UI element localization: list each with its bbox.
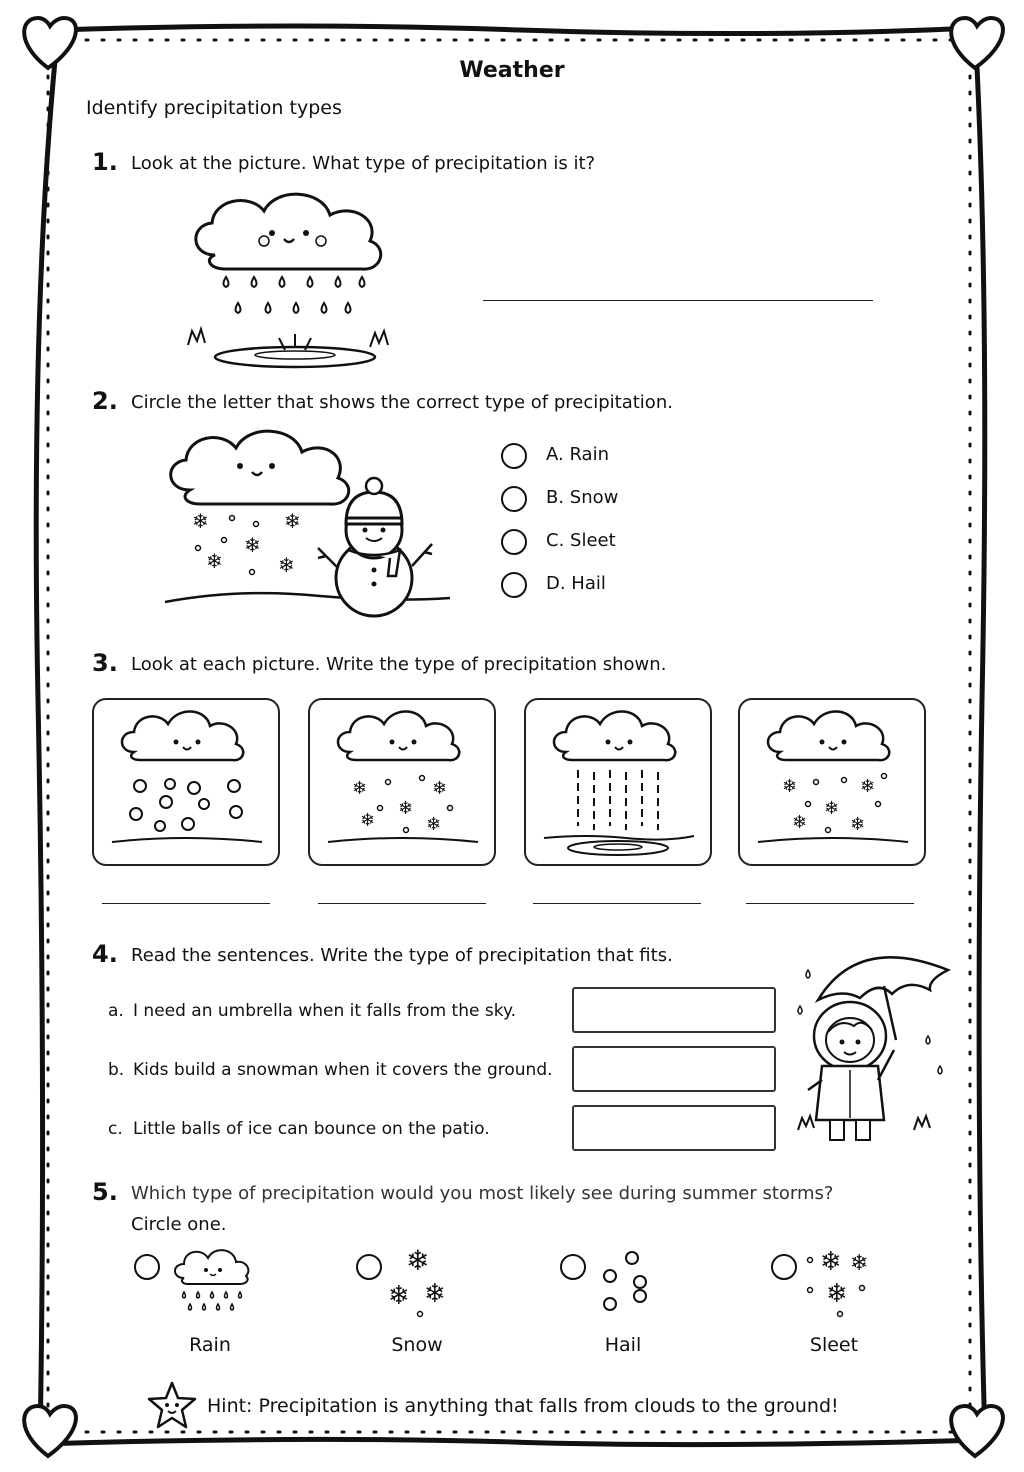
q1-text: Look at the picture. What type of precipitation is it? [131,153,596,174]
q3-picture-sleet [738,698,926,866]
q4-sentence-b-text: Kids build a snowman when it covers the ground. [133,1060,553,1080]
svg-text:❄: ❄ [850,814,866,835]
svg-text:❄: ❄ [826,1279,848,1309]
svg-text:❄: ❄ [782,776,798,797]
q3-answer-line-1[interactable] [102,903,270,904]
snowflake-icon [386,1240,462,1320]
q2-text: Circle the letter that shows the correct type of precipitation. [131,392,673,413]
q1-number: 1. [92,148,118,176]
q5-choice-sleet-label[interactable]: Sleet [809,1334,859,1356]
q4-sentence-c-letter: c. [108,1119,123,1139]
q5-choice-snow-label[interactable]: Snow [391,1334,443,1356]
q4-sentence-a-letter: a. [108,1001,124,1021]
q5-sleet-circle[interactable] [771,1254,797,1280]
q3-picture-snow [308,698,496,866]
q3-picture-rain [524,698,712,866]
rain-cloud-illustration [180,185,410,375]
hint-text: Hint: Precipitation is anything that falls from clouds to the ground! [207,1395,839,1417]
snow-snowman-illustration [160,420,460,620]
q4-sentence-a-text: I need an umbrella when it falls from the sky. [133,1001,516,1021]
worksheet-subtitle: Identify precipitation types [86,97,342,119]
svg-text:❄: ❄ [432,778,448,799]
svg-text:❄: ❄ [850,1251,869,1276]
q2-option-a-circle[interactable] [501,443,527,469]
svg-text:❄: ❄ [284,509,301,533]
child-umbrella-illustration [788,940,968,1150]
svg-text:❄: ❄ [352,778,368,799]
sleet-icon [802,1240,882,1320]
q4-answer-box-c[interactable] [572,1105,776,1151]
q2-option-d-circle[interactable] [501,572,527,598]
q2-number: 2. [92,387,118,415]
q2-option-a-label[interactable]: A. Rain [546,444,609,465]
q5-snow-circle[interactable] [356,1254,382,1280]
svg-text:❄: ❄ [792,812,808,833]
svg-text:❄: ❄ [244,533,261,557]
star-icon [146,1380,198,1430]
q5-rain-circle[interactable] [134,1254,160,1280]
hail-icon [596,1248,656,1314]
svg-text:❄: ❄ [860,776,876,797]
q4-number: 4. [92,940,118,968]
svg-text:❄: ❄ [824,798,840,819]
q5-number: 5. [92,1178,118,1206]
q4-sentence-b-letter: b. [108,1060,125,1080]
q4-text: Read the sentences. Write the type of precipitation that fits. [131,945,673,966]
q3-answer-line-4[interactable] [746,903,914,904]
svg-text:❄: ❄ [206,549,223,573]
svg-text:❄: ❄ [426,814,442,835]
svg-text:❄: ❄ [278,553,295,577]
q5-text-line2: Circle one. [131,1214,227,1235]
q3-number: 3. [92,649,118,677]
svg-text:❄: ❄ [820,1247,842,1277]
q4-answer-box-a[interactable] [572,987,776,1033]
q5-choice-rain-label[interactable]: Rain [189,1334,231,1356]
q3-picture-hail [92,698,280,866]
q1-answer-line[interactable] [483,300,873,301]
q2-option-b-circle[interactable] [501,486,527,512]
q3-text: Look at each picture. Write the type of precipitation shown. [131,654,667,675]
q5-hail-circle[interactable] [560,1254,586,1280]
q2-option-d-label[interactable]: D. Hail [546,573,606,594]
svg-text:❄: ❄ [406,1244,430,1277]
q4-answer-box-b[interactable] [572,1046,776,1092]
svg-text:❄: ❄ [360,810,376,831]
svg-text:❄: ❄ [424,1279,446,1309]
q5-text-line1: Which type of precipitation would you most likely see during summer storms? [131,1183,834,1204]
svg-text:❄: ❄ [388,1281,410,1311]
q4-sentence-c-text: Little balls of ice can bounce on the patio. [133,1119,490,1139]
svg-text:❄: ❄ [192,509,209,533]
page-title: Weather [459,58,565,83]
svg-text:❄: ❄ [398,798,414,819]
q2-option-b-label[interactable]: B. Snow [546,487,619,508]
rain-cloud-icon [170,1244,254,1320]
q3-answer-line-2[interactable] [318,903,486,904]
q5-choice-hail-label[interactable]: Hail [604,1334,642,1356]
q2-option-c-circle[interactable] [501,529,527,555]
q3-answer-line-3[interactable] [533,903,701,904]
q2-option-c-label[interactable]: C. Sleet [546,530,616,551]
